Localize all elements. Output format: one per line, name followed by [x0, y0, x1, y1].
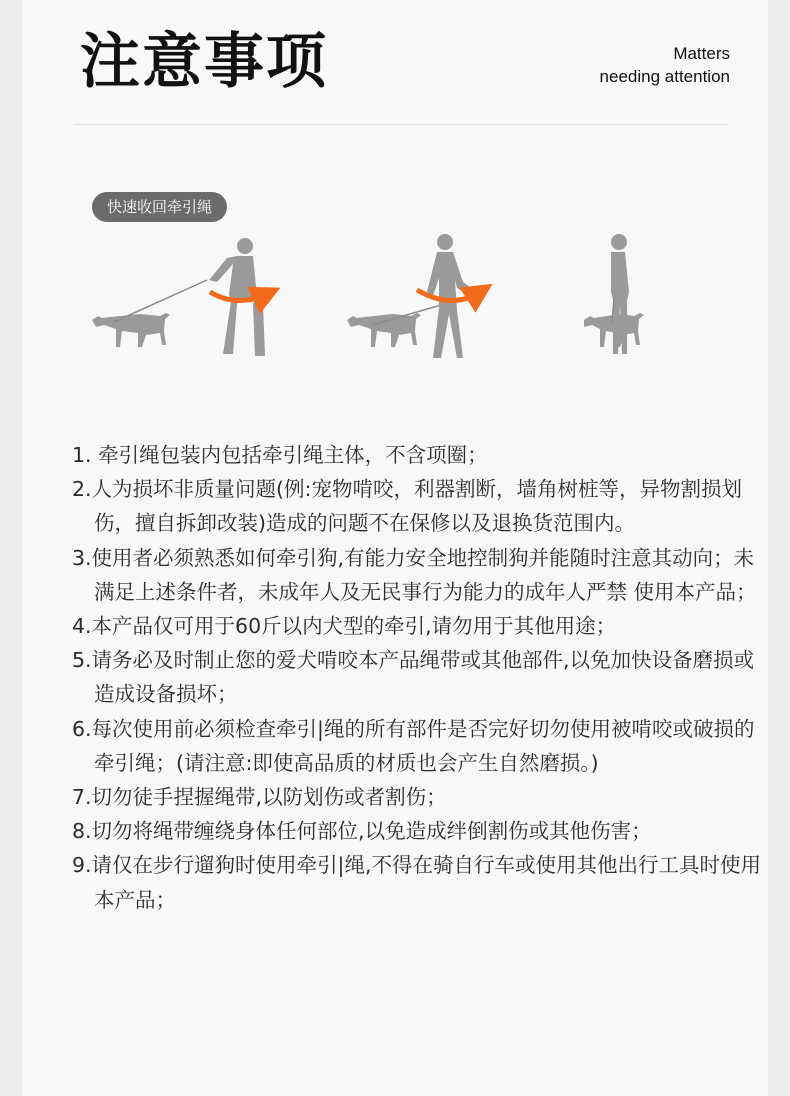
- note-item: 4.本产品仅可用于60斤以内犬型的牵引,请勿用于其他用途；: [72, 614, 617, 639]
- note-item: 6.每次使用前必须检查牵引|绳的所有部件是否完好切勿使用被啃咬或破损的牵引绳；(请注意:即使高品质的材质也会产生自然磨损。): [72, 716, 755, 775]
- page-title: 注意事项: [80, 27, 328, 97]
- scene-3-leash-retracted: [584, 234, 644, 354]
- note-item: 2.人为损坏非质量问题(例:宠物啃咬，利器割断，墙角树桩等，异物割损划伤，擅自拆卸改装)造成的问题不在保修以及退换货范围内。: [72, 477, 742, 536]
- note-item: 3.使用者必须熟悉如何牵引狗,有能力安全地控制狗并能随时注意其动向；未满足上述条件者，未成年人及无民事行为能力的成年人严禁 使用本产品；: [72, 545, 757, 604]
- leash-retraction-illustration: [22, 228, 768, 378]
- note-item: 9.请仅在步行遛狗时使用牵引|绳,不得在骑自行车或使用其他出行工具时使用本产品；: [72, 853, 761, 912]
- note-item: 8.切勿将绳带缠绕身体任何部位,以免造成绊倒割伤或其他伤害；: [72, 819, 652, 844]
- content-card: [22, 0, 768, 1096]
- quick-retract-tag: 快速收回牵引绳: [92, 192, 227, 222]
- page-subtitle: [600, 42, 730, 88]
- note-item: 1. 牵引绳包装内包括牵引绳主体，不含项圈；: [72, 443, 488, 467]
- note-item: 7.切勿徒手捏握绳带,以防划伤或者割伤；: [72, 785, 447, 810]
- subtitle-line-1: Matters: [673, 44, 730, 63]
- dog-icon: [347, 313, 421, 347]
- dog-icon: [92, 313, 170, 347]
- subtitle-line-2: needing attention: [599, 67, 730, 86]
- header-divider: [74, 124, 728, 125]
- note-item: 5.请务必及时制止您的爱犬啃咬本产品绳带或其他部件,以免加快设备磨损或造成设备损坏；: [72, 648, 755, 707]
- leash-line: [114, 280, 207, 322]
- scene-2-retracting: [347, 234, 480, 358]
- scene-1-extended-leash: [92, 238, 267, 356]
- notes-list: [72, 438, 772, 917]
